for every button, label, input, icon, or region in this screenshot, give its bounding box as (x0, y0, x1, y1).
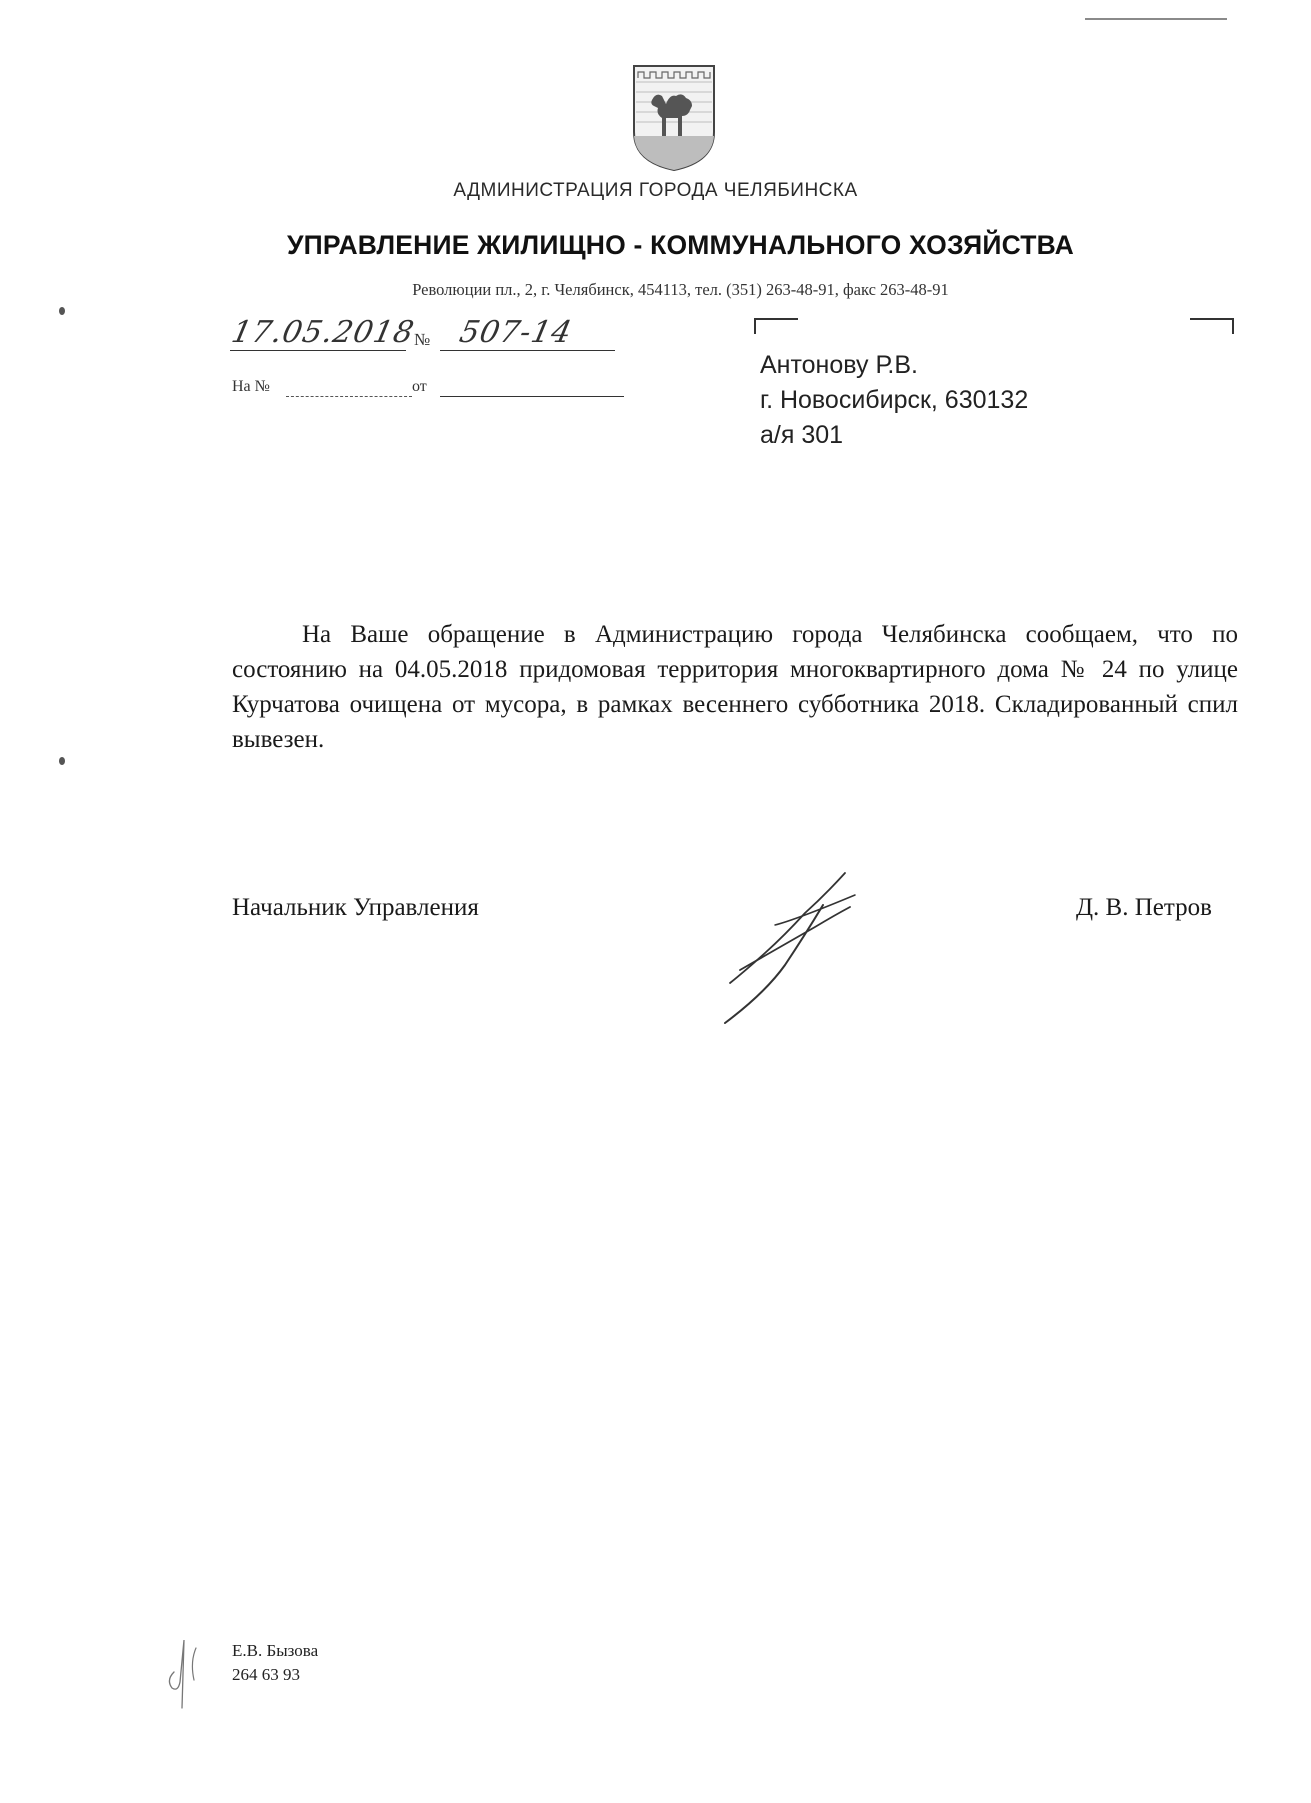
punch-hole-mark (59, 757, 65, 765)
recipient-city: г. Новосибирск, 630132 (760, 386, 1029, 414)
number-underline (440, 350, 615, 351)
reply-number-label: На № (232, 378, 270, 395)
number-label: № (414, 330, 431, 349)
department-title: УПРАВЛЕНИЕ ЖИЛИЩНО - КОММУНАЛЬНОГО ХОЗЯЙСТВА (286, 230, 1075, 260)
outgoing-number: 507-14 (456, 315, 576, 350)
outgoing-date: 17.05.2018 (228, 315, 418, 350)
handwritten-initials-icon (160, 1630, 220, 1710)
scan-edge-line (1085, 18, 1227, 20)
department-contacts: Революции пл., 2, г. Челябинск, 454113, тел. (351) 263-48-91, факс 263-48-91 (412, 280, 949, 299)
coat-of-arms-icon (630, 62, 718, 172)
reply-date-label: от (412, 378, 427, 395)
signer-name: Д. В. Петров (1076, 894, 1212, 921)
reply-number-field (286, 396, 412, 397)
recipient-block (760, 348, 1028, 453)
letter-body: На Ваше обращение в Администрацию города Челябинска сообщаем, что по состоянию на 04.05.2018 придомовая территория многоквартирного дома № 24 по улице Курчатова очищена от мусора, в рамках весеннего субботника 2018. Складированный спил вывезен. (232, 621, 1238, 753)
punch-hole-mark (59, 307, 65, 315)
executor-name: Е.В. Бызова (232, 1641, 319, 1660)
recipient-name: Антонову Р.В. (760, 351, 918, 379)
executor-block (232, 1639, 318, 1687)
address-corner-left (754, 318, 798, 334)
reply-date-field (440, 396, 624, 397)
executor-phone: 264 63 93 (232, 1665, 300, 1684)
administration-title: АДМИНИСТРАЦИЯ ГОРОДА ЧЕЛЯБИНСКА (453, 180, 858, 201)
address-corner-right (1190, 318, 1234, 334)
recipient-po-box: а/я 301 (760, 421, 844, 449)
signer-title: Начальник Управления (232, 894, 479, 921)
date-underline (230, 350, 406, 351)
handwritten-signature-icon (705, 865, 905, 1025)
